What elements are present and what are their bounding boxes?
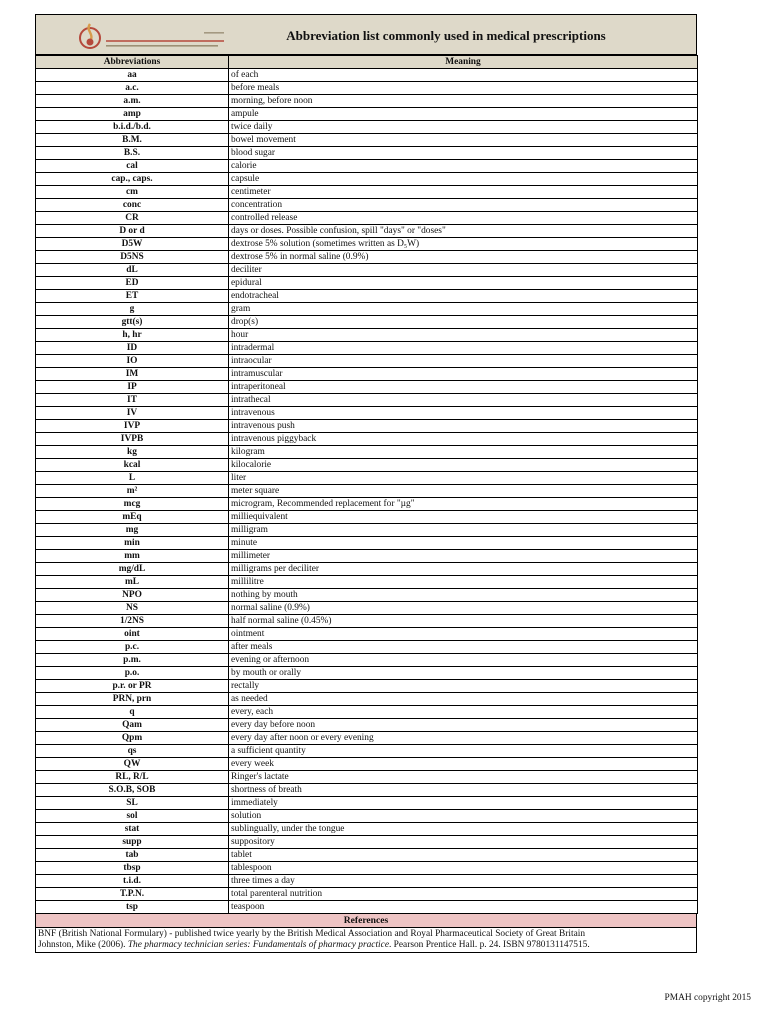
abbreviation-cell: a.m. <box>36 95 229 108</box>
table-row <box>36 199 698 212</box>
abbreviation-cell: kg <box>36 446 229 459</box>
table-row <box>36 95 698 108</box>
abbreviation-cell: p.r. or PR <box>36 680 229 693</box>
abbreviation-cell: stat <box>36 823 229 836</box>
meaning-cell: drop(s) <box>229 316 698 329</box>
references-block <box>35 928 697 953</box>
meaning-cell: three times a day <box>229 875 698 888</box>
meaning-cell: normal saline (0.9%) <box>229 602 698 615</box>
meaning-cell: every week <box>229 758 698 771</box>
abbreviation-cell: amp <box>36 108 229 121</box>
meaning-cell: millimeter <box>229 550 698 563</box>
abbreviation-cell: m² <box>36 485 229 498</box>
reference-bnf: BNF (British National Formulary) - published twice yearly by the British Medical Association and Royal Pharmaceutical Society of Great Britain <box>38 929 586 939</box>
abbreviation-cell: CR <box>36 212 229 225</box>
meaning-cell: meter square <box>229 485 698 498</box>
meaning-cell: millilitre <box>229 576 698 589</box>
meaning-cell: gram <box>229 303 698 316</box>
page-title: Abbreviation list commonly used in medical prescriptions <box>286 27 606 43</box>
meaning-cell: morning, before noon <box>229 95 698 108</box>
meaning-cell: intrathecal <box>229 394 698 407</box>
table-row <box>36 316 698 329</box>
meaning-cell: epidural <box>229 277 698 290</box>
abbreviation-cell: ID <box>36 342 229 355</box>
abbreviation-cell: oint <box>36 628 229 641</box>
abbreviation-cell: tbsp <box>36 862 229 875</box>
meaning-cell: every day after noon or every evening <box>229 732 698 745</box>
table-row <box>36 394 698 407</box>
reference-johnston-author: Johnston, Mike (2006). <box>38 940 128 950</box>
abbreviation-cell: ET <box>36 290 229 303</box>
meaning-cell: milligrams per deciliter <box>229 563 698 576</box>
meaning-cell: Ringer's lactate <box>229 771 698 784</box>
table-row <box>36 264 698 277</box>
meaning-cell: of each <box>229 69 698 82</box>
abbreviation-cell: B.S. <box>36 147 229 160</box>
table-row <box>36 134 698 147</box>
abbreviation-cell: D5NS <box>36 251 229 264</box>
abbreviation-cell: q <box>36 706 229 719</box>
abbreviation-cell: D5W <box>36 238 229 251</box>
table-row <box>36 498 698 511</box>
abbreviation-cell: IP <box>36 381 229 394</box>
meaning-cell: concentration <box>229 199 698 212</box>
meaning-cell: milliequivalent <box>229 511 698 524</box>
table-row <box>36 823 698 836</box>
abbreviation-cell: D or d <box>36 225 229 238</box>
meaning-cell: solution <box>229 810 698 823</box>
abbreviation-cell: SL <box>36 797 229 810</box>
abbreviation-cell: tab <box>36 849 229 862</box>
references-heading: References <box>35 914 697 928</box>
table-row <box>36 420 698 433</box>
table-row <box>36 290 698 303</box>
meaning-cell: intravenous piggyback <box>229 433 698 446</box>
meaning-cell: intradermal <box>229 342 698 355</box>
table-row <box>36 836 698 849</box>
meaning-cell: half normal saline (0.45%) <box>229 615 698 628</box>
table-row <box>36 810 698 823</box>
meaning-cell: nothing by mouth <box>229 589 698 602</box>
meaning-cell: microgram, Recommended replacement for "µg" <box>229 498 698 511</box>
table-row <box>36 160 698 173</box>
abbreviation-cell: ED <box>36 277 229 290</box>
abbreviation-cell: IVPB <box>36 433 229 446</box>
abbreviation-cell: qs <box>36 745 229 758</box>
meaning-cell: after meals <box>229 641 698 654</box>
table-row <box>36 173 698 186</box>
table-row <box>36 524 698 537</box>
abbreviation-cell: mL <box>36 576 229 589</box>
table-row <box>36 589 698 602</box>
table-row <box>36 121 698 134</box>
table-row <box>36 797 698 810</box>
meaning-cell: bowel movement <box>229 134 698 147</box>
table-row <box>36 446 698 459</box>
table-row <box>36 212 698 225</box>
table-row <box>36 875 698 888</box>
reference-johnston-title: The pharmacy technician series: Fundamentals of pharmacy practice <box>127 940 389 950</box>
abbreviation-cell: L <box>36 472 229 485</box>
meaning-cell: by mouth or orally <box>229 667 698 680</box>
meaning-cell: evening or afternoon <box>229 654 698 667</box>
abbreviation-cell: cm <box>36 186 229 199</box>
abbreviation-cell: NPO <box>36 589 229 602</box>
abbreviation-cell: NS <box>36 602 229 615</box>
abbreviation-cell: mcg <box>36 498 229 511</box>
meaning-cell: ampule <box>229 108 698 121</box>
document-sheet <box>35 14 697 953</box>
table-row <box>36 667 698 680</box>
abbreviation-cell: t.i.d. <box>36 875 229 888</box>
meaning-cell: every day before noon <box>229 719 698 732</box>
meaning-cell: deciliter <box>229 264 698 277</box>
meaning-cell: dextrose 5% in normal saline (0.9%) <box>229 251 698 264</box>
abbreviation-cell: 1/2NS <box>36 615 229 628</box>
meaning-cell: centimeter <box>229 186 698 199</box>
meaning-cell: intravenous push <box>229 420 698 433</box>
reference-johnston <box>38 940 694 951</box>
table-row <box>36 329 698 342</box>
table-row <box>36 615 698 628</box>
abbreviation-cell: IT <box>36 394 229 407</box>
table-row <box>36 225 698 238</box>
table-row <box>36 368 698 381</box>
table-row <box>36 706 698 719</box>
table-row <box>36 537 698 550</box>
table-row <box>36 602 698 615</box>
reference-johnston-publisher: . Pearson Prentice Hall. p. 24. ISBN 9780131147515. <box>388 940 590 950</box>
abbreviation-cell: QW <box>36 758 229 771</box>
meaning-cell: milligram <box>229 524 698 537</box>
meaning-cell: suppository <box>229 836 698 849</box>
table-row <box>36 628 698 641</box>
meaning-cell: tablespoon <box>229 862 698 875</box>
abbreviation-cell: mg <box>36 524 229 537</box>
abbreviation-cell: cap., caps. <box>36 173 229 186</box>
abbreviation-cell: mm <box>36 550 229 563</box>
table-row <box>36 251 698 264</box>
table-row <box>36 511 698 524</box>
meaning-cell: shortness of breath <box>229 784 698 797</box>
table-row <box>36 485 698 498</box>
table-row <box>36 901 698 914</box>
table-row <box>36 758 698 771</box>
document-header <box>35 14 697 55</box>
abbreviation-cell: g <box>36 303 229 316</box>
meaning-cell: every, each <box>229 706 698 719</box>
table-row <box>36 238 698 251</box>
table-row <box>36 303 698 316</box>
table-row <box>36 563 698 576</box>
copyright-notice: PMAH copyright 2015 <box>664 993 751 1003</box>
table-header-row <box>36 56 698 69</box>
table-row <box>36 732 698 745</box>
table-row <box>36 342 698 355</box>
table-row <box>36 654 698 667</box>
table-row <box>36 719 698 732</box>
meaning-cell: sublingually, under the tongue <box>229 823 698 836</box>
meaning-cell: total parenteral nutrition <box>229 888 698 901</box>
table-row <box>36 186 698 199</box>
abbreviation-cell: dL <box>36 264 229 277</box>
table-row <box>36 849 698 862</box>
abbreviation-cell: T.P.N. <box>36 888 229 901</box>
meaning-cell: kilocalorie <box>229 459 698 472</box>
abbreviation-cell: mg/dL <box>36 563 229 576</box>
abbreviation-cell: B.M. <box>36 134 229 147</box>
table-row <box>36 433 698 446</box>
abbreviation-cell: IV <box>36 407 229 420</box>
abbreviation-cell: S.O.B, SOB <box>36 784 229 797</box>
meaning-cell: teaspoon <box>229 901 698 914</box>
abbreviation-cell: IVP <box>36 420 229 433</box>
meaning-cell: blood sugar <box>229 147 698 160</box>
abbreviation-cell: IO <box>36 355 229 368</box>
abbreviation-cell: RL, R/L <box>36 771 229 784</box>
abbreviation-cell: mEq <box>36 511 229 524</box>
table-row <box>36 680 698 693</box>
meaning-cell: dextrose 5% solution (sometimes written as D₅W) <box>229 238 698 251</box>
table-row <box>36 693 698 706</box>
abbreviation-cell: IM <box>36 368 229 381</box>
meaning-cell: liter <box>229 472 698 485</box>
abbreviation-cell: a.c. <box>36 82 229 95</box>
meaning-cell: minute <box>229 537 698 550</box>
table-row <box>36 69 698 82</box>
meaning-cell: intraperitoneal <box>229 381 698 394</box>
abbreviation-cell: p.m. <box>36 654 229 667</box>
abbreviation-cell: b.i.d./b.d. <box>36 121 229 134</box>
table-row <box>36 472 698 485</box>
meaning-cell: before meals <box>229 82 698 95</box>
column-header-abbreviations: Abbreviations <box>36 56 229 69</box>
table-row <box>36 641 698 654</box>
table-row <box>36 771 698 784</box>
table-row <box>36 277 698 290</box>
table-row <box>36 784 698 797</box>
meaning-cell: hour <box>229 329 698 342</box>
abbreviation-cell: cal <box>36 160 229 173</box>
meaning-cell: calorie <box>229 160 698 173</box>
table-row <box>36 407 698 420</box>
meaning-cell: tablet <box>229 849 698 862</box>
table-row <box>36 550 698 563</box>
meaning-cell: kilogram <box>229 446 698 459</box>
meaning-cell: capsule <box>229 173 698 186</box>
abbreviation-cell: supp <box>36 836 229 849</box>
meaning-cell: intraocular <box>229 355 698 368</box>
meaning-cell: rectally <box>229 680 698 693</box>
column-header-meaning: Meaning <box>229 56 698 69</box>
abbreviation-cell: kcal <box>36 459 229 472</box>
abbreviation-cell: aa <box>36 69 229 82</box>
abbreviation-cell: p.o. <box>36 667 229 680</box>
meaning-cell: ointment <box>229 628 698 641</box>
table-row <box>36 576 698 589</box>
meaning-cell: days or doses. Possible confusion, spill "days" or "doses" <box>229 225 698 238</box>
table-row <box>36 888 698 901</box>
meaning-cell: as needed <box>229 693 698 706</box>
abbreviation-cell: Qpm <box>36 732 229 745</box>
meaning-cell: immediately <box>229 797 698 810</box>
abbreviation-cell: tsp <box>36 901 229 914</box>
table-row <box>36 381 698 394</box>
table-row <box>36 147 698 160</box>
abbreviation-cell: conc <box>36 199 229 212</box>
table-row <box>36 745 698 758</box>
meaning-cell: twice daily <box>229 121 698 134</box>
abbreviation-cell: PRN, prn <box>36 693 229 706</box>
table-row <box>36 108 698 121</box>
abbreviation-cell: Qam <box>36 719 229 732</box>
abbreviations-table <box>35 55 698 914</box>
table-row <box>36 459 698 472</box>
abbreviation-cell: h, hr <box>36 329 229 342</box>
abbreviation-cell: min <box>36 537 229 550</box>
meaning-cell: intravenous <box>229 407 698 420</box>
abbreviation-cell: gtt(s) <box>36 316 229 329</box>
meaning-cell: endotracheal <box>229 290 698 303</box>
meaning-cell: controlled release <box>229 212 698 225</box>
meaning-cell: intramuscular <box>229 368 698 381</box>
table-row <box>36 82 698 95</box>
table-row <box>36 355 698 368</box>
meaning-cell: a sufficient quantity <box>229 745 698 758</box>
abbreviation-cell: p.c. <box>36 641 229 654</box>
abbreviation-cell: sol <box>36 810 229 823</box>
table-row <box>36 862 698 875</box>
